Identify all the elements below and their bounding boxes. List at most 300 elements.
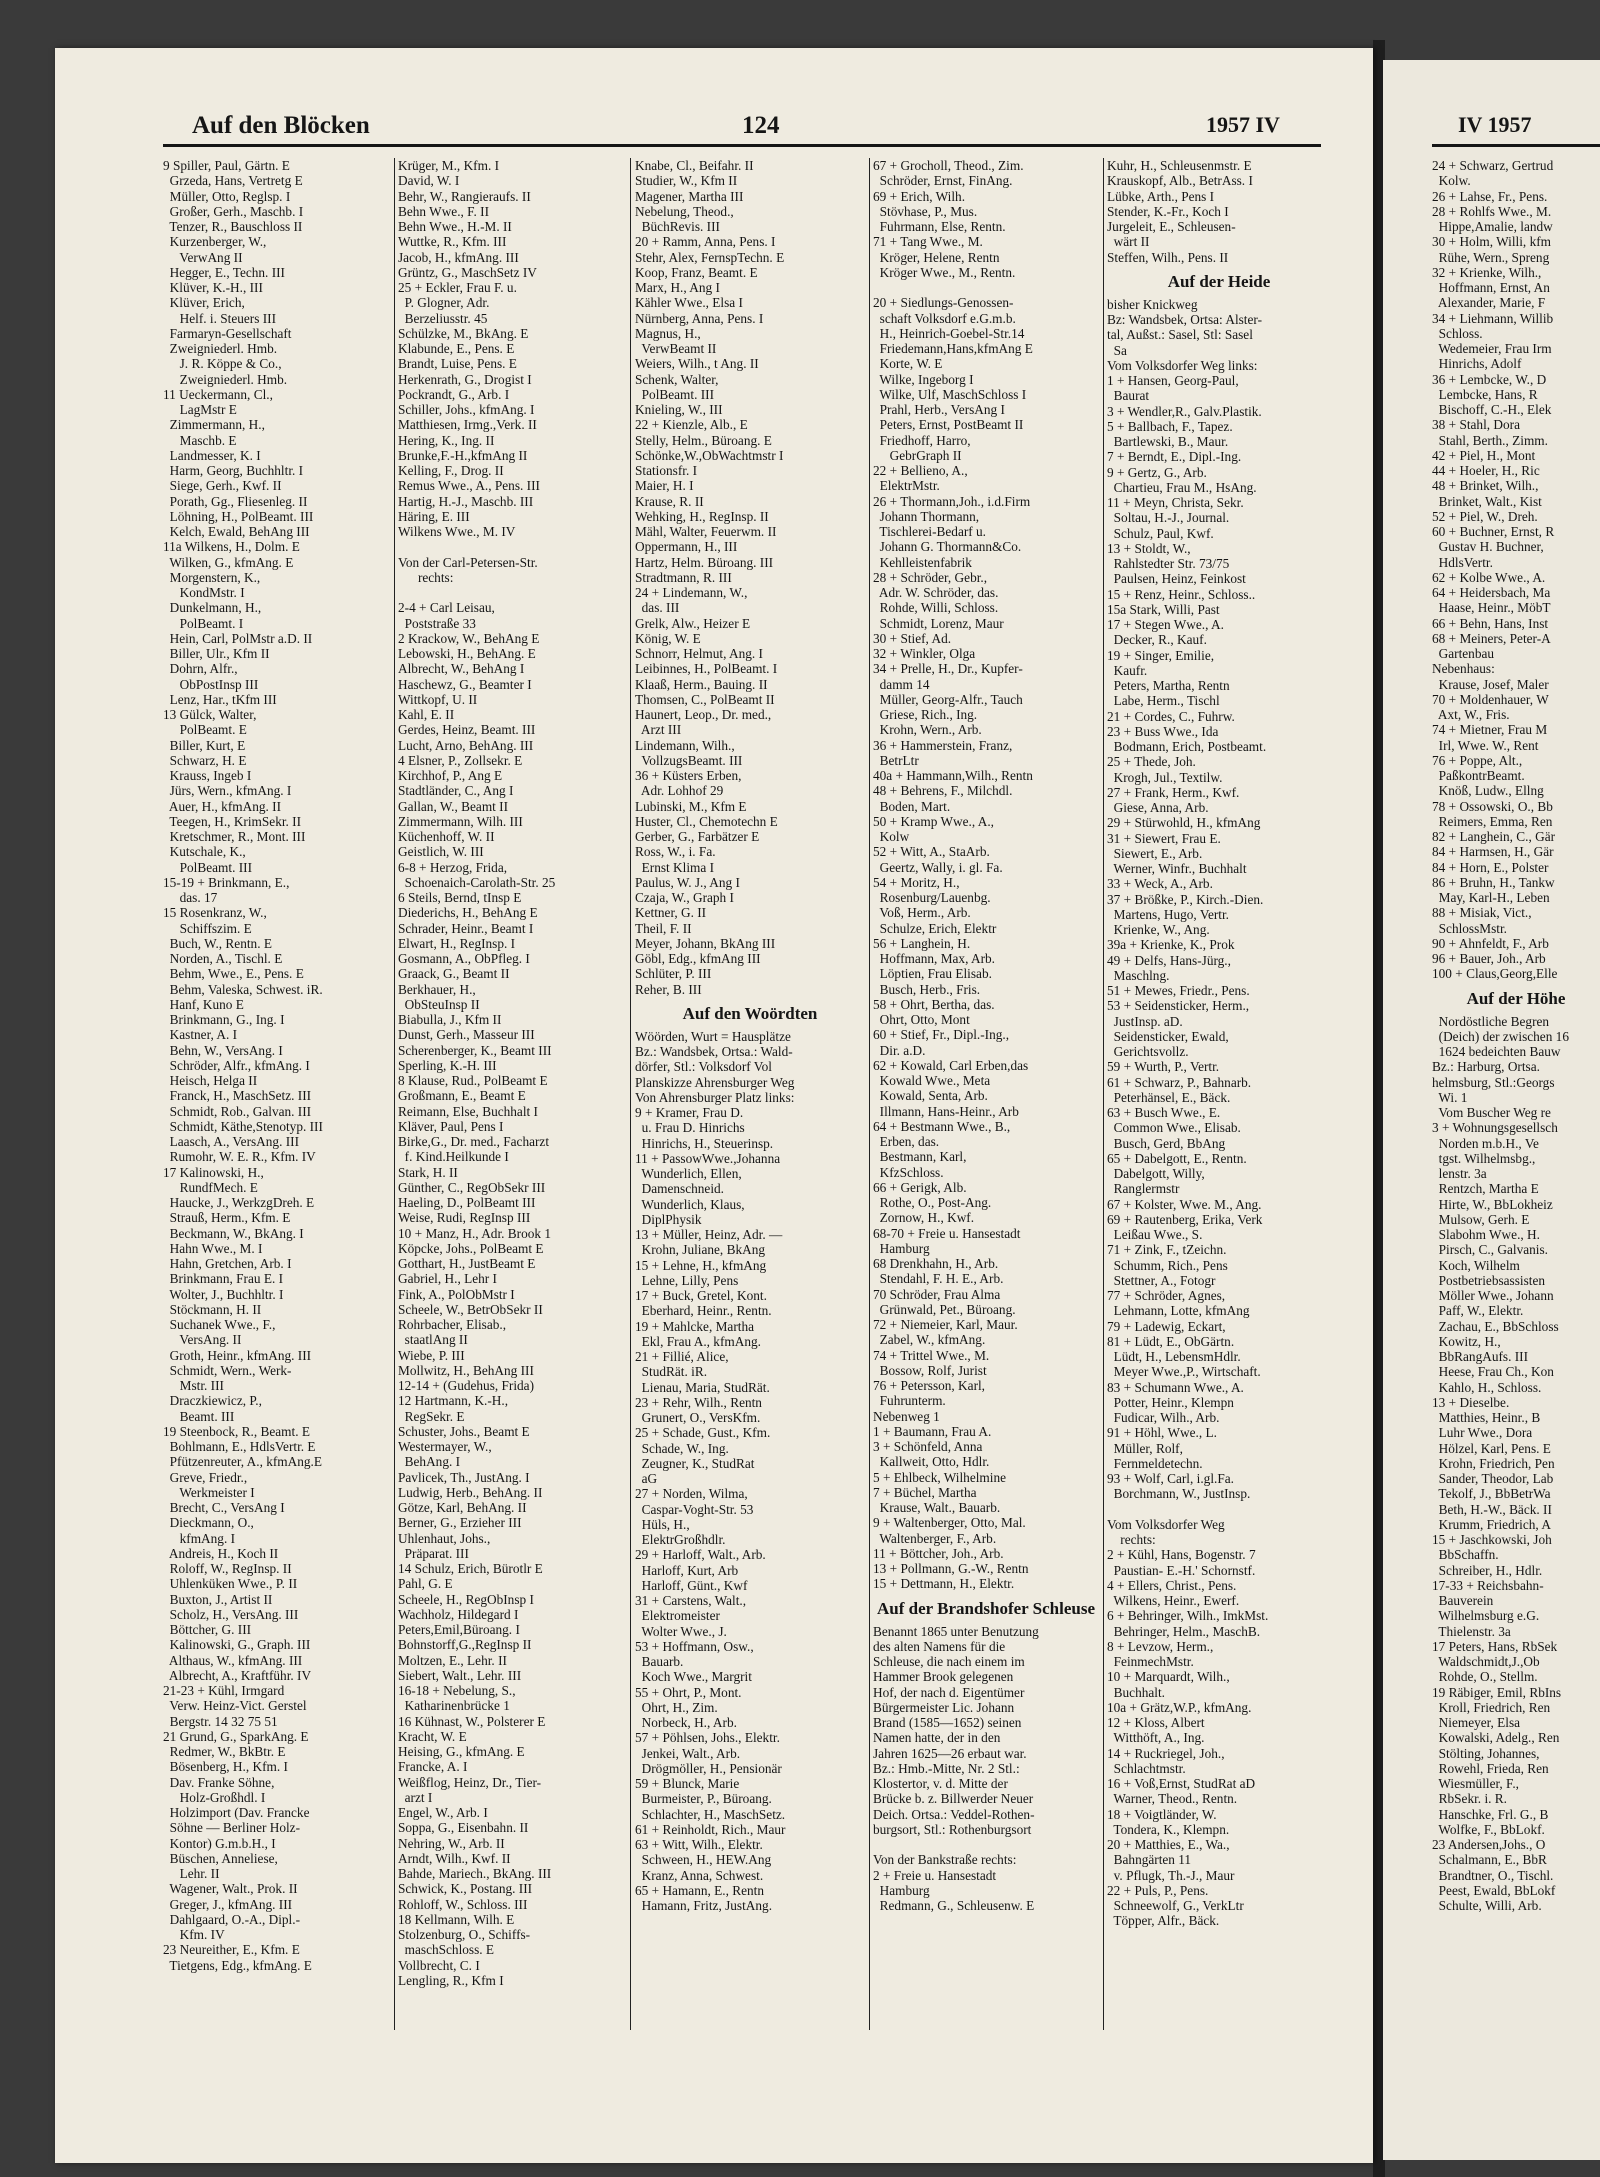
directory-line: Katharinenbrücke 1 — [398, 1698, 510, 1714]
directory-line: arzt I — [398, 1789, 433, 1805]
directory-line: Pavlicek, Th., JustAng. I — [398, 1469, 530, 1485]
directory-line: Gerdes, Heinz, Beamt. III — [398, 722, 536, 738]
directory-line: rechts: — [1107, 1532, 1156, 1547]
directory-line: Zornow, H., Kwf. — [873, 1210, 975, 1226]
directory-line: 19 + Singer, Emilie, — [1107, 647, 1215, 663]
directory-line: Bartlewski, B., Maur. — [1107, 434, 1229, 449]
directory-line: PaßkontrBeamt. — [1432, 768, 1525, 783]
directory-line: 58 + Ohrt, Bertha, das. — [873, 996, 995, 1012]
directory-line: Hahn, Gretchen, Arb. I — [163, 1256, 292, 1271]
directory-line: 1624 bedeichten Bauw — [1432, 1044, 1561, 1059]
directory-line: Gotthart, H., JustBeamt E — [398, 1256, 536, 1271]
directory-line: 91 + Höhl, Wwe., L. — [1107, 1425, 1217, 1441]
directory-line: Poststraße 33 — [398, 615, 476, 631]
directory-line: Kahl, E. II — [398, 707, 455, 722]
directory-line: Stelly, Helm., Büroang. E — [635, 432, 772, 448]
directory-line: Buchhalt. — [1107, 1684, 1165, 1700]
directory-line: Gustav H. Buchner, — [1432, 539, 1544, 555]
directory-line: 60 + Stief, Fr., Dipl.-Ing., — [873, 1027, 1010, 1043]
directory-line: 13 Gülck, Walter, — [163, 707, 257, 722]
directory-line: lenstr. 3a — [1432, 1166, 1487, 1181]
directory-line: Günther, C., RegObSekr III — [398, 1179, 546, 1195]
directory-line: Gerichtsvollz. — [1107, 1044, 1189, 1059]
directory-line: 25 + Eckler, Frau F. u. — [398, 280, 517, 295]
column-1 — [163, 158, 391, 2130]
directory-line: Bauverein — [1432, 1593, 1494, 1608]
directory-line: RbSekr. i. R. — [1432, 1791, 1507, 1807]
directory-line: Gabriel, H., Lehr I — [398, 1271, 497, 1287]
directory-line: Benannt 1865 unter Benutzung — [873, 1623, 1039, 1639]
directory-line: Lenz, Har., tKfm III — [163, 691, 277, 707]
directory-line: ElektrGroßhdlr. — [635, 1532, 726, 1547]
directory-line: Schloss. — [1432, 325, 1483, 341]
directory-line: Göbl, Edg., kfmAng III — [635, 951, 761, 966]
directory-line: Behn Wwe., H.-M. II — [398, 219, 512, 234]
directory-line: Soppa, G., Eisenbahn. II — [398, 1820, 529, 1836]
directory-line: Präparat. III — [398, 1545, 469, 1561]
directory-line: Lucht, Arno, BehAng. III — [398, 737, 534, 753]
directory-line: 6-8 + Herzog, Frida, — [398, 859, 508, 875]
directory-line: Schwick, K., Postang. III — [398, 1881, 533, 1897]
directory-line: 59 + Blunck, Marie — [635, 1776, 740, 1791]
directory-line: Oppermann, H., III — [635, 539, 738, 555]
directory-line: Hanschke, Frl. G., B — [1432, 1806, 1549, 1822]
directory-line: VersAng. II — [163, 1332, 242, 1348]
directory-line — [873, 1837, 1099, 1852]
directory-line: 19 Steenbock, R., Beamt. E — [163, 1423, 310, 1439]
directory-line: Johann G. Thormann&Co. — [873, 539, 1022, 555]
directory-line: 36 + Lembcke, W., D — [1432, 371, 1547, 387]
directory-line: Löhning, H., PolBeamt. III — [163, 508, 314, 524]
directory-line: 11a Wilkens, H., Dolm. E — [163, 539, 300, 555]
directory-line: FeinmechMstr. — [1107, 1654, 1194, 1669]
directory-line: 76 + Petersson, Karl, — [873, 1378, 986, 1393]
directory-line: 63 + Witt, Wilh., Elektr. — [635, 1837, 763, 1852]
directory-line: Berkhauer, H., — [398, 981, 476, 997]
directory-line: Krienke, W., Ang. — [1107, 922, 1210, 937]
directory-line: 11 Ueckermann, Cl., — [163, 386, 273, 402]
directory-line: 21 + Cordes, C., Fuhrw. — [1107, 708, 1235, 724]
directory-line: damm 14 — [873, 676, 930, 692]
year-and-volume: 1957 IV — [1206, 112, 1280, 137]
directory-line: Jacob, H., kfmAng. III — [398, 249, 519, 265]
directory-line: 54 + Moritz, H., — [873, 874, 960, 890]
directory-line: VerwAng II — [163, 249, 243, 265]
directory-line: aG — [635, 1471, 658, 1486]
directory-line — [398, 585, 626, 600]
directory-line: Krause, Walt., Bauarb. — [873, 1500, 1001, 1515]
directory-line: 66 + Behn, Hans, Inst — [1432, 615, 1549, 631]
directory-line: Behn, W., VersAng. I — [163, 1042, 283, 1058]
directory-line: Vom Volksdorfer Weg — [1107, 1516, 1225, 1532]
directory-line: 9 + Kramer, Frau D. — [635, 1105, 744, 1120]
directory-line: Stationsfr. I — [635, 463, 698, 478]
directory-line: 24 + Schwarz, Gertrud — [1432, 158, 1554, 173]
directory-line: Mollwitz, H., BehAng III — [398, 1362, 534, 1378]
directory-line: 20 + Ramm, Anna, Pens. I — [635, 234, 776, 250]
directory-line: 93 + Wolf, Carl, i.gl.Fa. — [1107, 1471, 1234, 1486]
directory-line: Wachholz, Hildegard I — [398, 1606, 519, 1622]
directory-line: 3 + Wohnungsgesellsch — [1432, 1120, 1558, 1136]
directory-line: 65 + Hamann, E., Rentn — [635, 1882, 764, 1898]
directory-line: Berzeliusstr. 45 — [398, 310, 488, 326]
directory-line: Common Wwe., Elisab. — [1107, 1120, 1241, 1136]
directory-line: Biabulla, J., Kfm II — [398, 1012, 502, 1027]
directory-line: Krohn, Friedrich, Pen — [1432, 1455, 1555, 1471]
directory-line: Wi. 1 — [1432, 1089, 1468, 1105]
directory-line: Beckmann, W., BkAng. I — [163, 1225, 304, 1241]
directory-line: 15a Stark, Willi, Past — [1107, 601, 1220, 617]
directory-line: Albrecht, A., Kraftführ. IV — [163, 1667, 312, 1683]
directory-line: 40a + Hammann,Wilh., Rentn — [873, 768, 1033, 783]
directory-line: 33 + Weck, A., Arb. — [1107, 876, 1213, 892]
directory-line: Hamann, Fritz, JustAng. — [635, 1898, 773, 1913]
directory-line: Fuhrmann, Else, Rentn. — [873, 219, 1006, 234]
directory-line: 13 + Stoldt, W., — [1107, 540, 1191, 556]
directory-line: tgst. Wilhelmsbg., — [1432, 1150, 1536, 1166]
directory-line: 53 + Seidensticker, Herm., — [1107, 998, 1250, 1014]
directory-line: v. Pflugk, Th.-J., Maur — [1107, 1867, 1235, 1883]
directory-line: Lehmann, Lotte, kfmAng — [1107, 1303, 1250, 1319]
directory-line: Lubinski, M., Kfm E — [635, 798, 747, 814]
directory-line: Moltzen, E., Lehr. II — [398, 1652, 507, 1668]
directory-line: Kaufr. — [1107, 662, 1148, 678]
directory-line: Schlachtmstr. — [1107, 1760, 1186, 1776]
directory-line: Ohrt, Otto, Mont — [873, 1012, 970, 1027]
directory-line: 36 + Hammerstein, Franz, — [873, 737, 1013, 753]
directory-line: 22 + Kienzle, Alb., E — [635, 417, 748, 433]
directory-line: Diederichs, H., BehAng E — [398, 905, 538, 921]
directory-line: Kelch, Ewald, BehAng III — [163, 524, 310, 539]
directory-line: Wiebe, P. III — [398, 1347, 465, 1363]
directory-line: 64 + Heidersbach, Ma — [1432, 585, 1551, 600]
directory-line: 55 + Ohrt, P., Mont. — [635, 1684, 742, 1700]
directory-line: Axt, W., Fris. — [1432, 707, 1510, 722]
directory-line: Rahlstedter Str. 73/75 — [1107, 556, 1230, 571]
directory-line: Rohde, O., Stellm. — [1432, 1669, 1538, 1685]
directory-line: PolBeamt. I — [163, 615, 244, 631]
directory-line: Hahn Wwe., M. I — [163, 1240, 263, 1256]
directory-line: Schleuse, die nach einem im — [873, 1654, 1025, 1669]
directory-line: Elwart, H., RegInsp. I — [398, 935, 516, 951]
directory-line: Brandt, Luise, Pens. E — [398, 356, 517, 372]
directory-line: 23 + Rehr, Wilh., Rentn — [635, 1394, 762, 1410]
directory-line: Greve, Friedr., — [163, 1469, 248, 1485]
directory-line: 60 + Buchner, Ernst, R — [1432, 524, 1555, 539]
directory-line: Krohn, Juliane, BkAng — [635, 1242, 766, 1258]
directory-line: Wilkens Wwe., M. IV — [398, 524, 516, 539]
directory-line: Nebelung, Theod., — [635, 203, 734, 219]
directory-line: Weise, Rudi, RegInsp III — [398, 1210, 531, 1226]
directory-line: 84 + Horn, E., Polster — [1432, 859, 1549, 875]
directory-line — [1107, 1502, 1331, 1517]
directory-line: Witthöft, A., Ing. — [1107, 1730, 1205, 1746]
directory-line: Gartenbau — [1432, 646, 1495, 661]
directory-line: Albrecht, W., BehAng I — [398, 661, 525, 677]
directory-line: Arndt, Wilh., Kwf. II — [398, 1850, 511, 1866]
directory-line: 16 + Voß,Ernst, StudRat aD — [1107, 1776, 1256, 1791]
directory-line: Kroll, Friedrich, Ren — [1432, 1699, 1551, 1715]
directory-line: Schiffszim. E — [163, 920, 252, 936]
directory-line: Berner, G., Erzieher III — [398, 1515, 522, 1531]
directory-line: Boden, Mart. — [873, 798, 951, 814]
directory-line: Kläver, Paul, Pens I — [398, 1118, 504, 1134]
directory-line: Norden m.b.H., Ve — [1432, 1135, 1539, 1151]
directory-line: RundfMech. E — [163, 1179, 258, 1195]
directory-line: Lindemann, Wilh., — [635, 737, 735, 753]
directory-line: Bz: Wandsbek, Ortsa: Alster- — [1107, 312, 1262, 327]
directory-line: Morgenstern, K., — [163, 569, 261, 585]
directory-line: Zimmermann, Wilh. III — [398, 813, 523, 829]
directory-line: 9 + Waltenberger, Otto, Mal. — [873, 1515, 1026, 1531]
directory-line: Geertz, Wally, i. gl. Fa. — [873, 859, 1003, 875]
directory-line: Wunderlich, Klaus, — [635, 1196, 745, 1212]
directory-line: Zimmermann, H., — [163, 417, 265, 433]
directory-line: Behr, W., Rangieraufs. II — [398, 188, 531, 204]
directory-line: Haschewz, G., Beamter I — [398, 676, 532, 692]
directory-line: Bz.: Wandsbek, Ortsa.: Wald- — [635, 1044, 793, 1059]
directory-line: Fink, A., PolObMstr I — [398, 1286, 515, 1302]
directory-line: Hippe,Amalie, landw — [1432, 219, 1553, 234]
directory-line: David, W. I — [398, 173, 460, 189]
directory-line: 21-23 + Kühl, Irmgard — [163, 1683, 285, 1698]
column-6 — [1432, 158, 1600, 2130]
directory-line: Knöß, Ludw., Ellng — [1432, 783, 1544, 799]
directory-line: Peters, Ernst, PostBeamt II — [873, 417, 1024, 433]
directory-line: Wolfke, F., BbLokf. — [1432, 1821, 1545, 1837]
directory-line: Harm, Georg, Buchhltr. I — [163, 463, 304, 478]
directory-line: Rowehl, Frieda, Ren — [1432, 1760, 1549, 1776]
directory-line: ObPostInsp III — [163, 676, 259, 692]
directory-line: Francke, A. I — [398, 1759, 468, 1775]
directory-line: Franck, H., MaschSetz. III — [163, 1088, 312, 1104]
directory-line: 42 + Piel, H., Mont — [1432, 447, 1536, 463]
directory-line: 64 + Bestmann Wwe., B., — [873, 1118, 1011, 1134]
directory-line: 1 + Baumann, Frau A. — [873, 1423, 992, 1439]
directory-line: Fernmeldetechn. — [1107, 1455, 1203, 1471]
directory-line: 9 + Gertz, G., Arb. — [1107, 464, 1207, 480]
directory-line: 11 + PassowWwe.,Johanna — [635, 1150, 781, 1166]
directory-line: Kowitz, H., — [1432, 1333, 1501, 1349]
directory-line: 49 + Delfs, Hans-Jürg., — [1107, 952, 1231, 968]
directory-line: Jenkei, Walt., Arb. — [635, 1745, 741, 1761]
directory-line: 11 + Böttcher, Joh., Arb. — [873, 1545, 1004, 1561]
directory-line: HdlsVertr. — [1432, 554, 1493, 570]
directory-line: Lienau, Maria, StudRät. — [635, 1379, 770, 1395]
directory-line: Zweigniederl. Hmb. — [163, 341, 278, 356]
directory-line: Thomsen, C., PolBeamt II — [635, 691, 775, 707]
directory-line: 90 + Ahnfeldt, F., Arb — [1432, 935, 1549, 951]
directory-line: 8 + Levzow, Herm., — [1107, 1638, 1214, 1654]
directory-line: 2 + Kühl, Hans, Bogenstr. 7 — [1107, 1547, 1256, 1563]
directory-line: Wiesmüller, F., — [1432, 1776, 1520, 1791]
directory-line: 71 + Zink, F., tZeichn. — [1107, 1242, 1227, 1258]
directory-line: Baurat — [1107, 388, 1150, 404]
directory-line: Kfm. IV — [163, 1927, 225, 1942]
directory-line: Jürs, Wern., kfmAng. I — [163, 783, 292, 799]
directory-line: Brecht, C., VersAng I — [163, 1500, 285, 1515]
running-head-right: IV 1957 — [1458, 112, 1532, 137]
section-heading: Auf der Heide — [1167, 271, 1271, 291]
directory-line: Siege, Gerh., Kwf. II — [163, 478, 282, 494]
directory-line: 48 + Behrens, F., Milchdl. — [873, 783, 1013, 799]
directory-line: (Deich) der zwischen 16 — [1432, 1028, 1569, 1044]
directory-line: Bischoff, C.-H., Elek — [1432, 402, 1552, 417]
directory-line: Von der Carl-Petersen-Str. — [398, 554, 538, 570]
directory-line: 52 + Witt, A., StaArb. — [873, 844, 990, 860]
directory-line: 10 + Marquardt, Wilh., — [1107, 1669, 1230, 1685]
directory-line: 78 + Ossowski, O., Bb — [1432, 798, 1553, 814]
directory-line: u. Frau D. Hinrichs — [635, 1120, 745, 1136]
directory-line: 69 + Rautenberg, Erika, Verk — [1107, 1211, 1263, 1227]
directory-line: 12-14 + (Gudehus, Frida) — [398, 1378, 535, 1393]
directory-line: Stradtmann, R. III — [635, 569, 732, 585]
directory-line: bisher Knickweg — [1107, 296, 1198, 312]
directory-line: Pirsch, C., Galvanis. — [1432, 1242, 1548, 1258]
directory-line: Nehring, W., Arb. II — [398, 1835, 505, 1851]
directory-line: Bz.: Hmb.-Mitte, Nr. 2 Stl.: — [873, 1760, 1020, 1776]
directory-line: Grünwald, Pet., Büroang. — [873, 1301, 1016, 1317]
directory-line: 19 Räbiger, Emil, RbIns — [1432, 1684, 1562, 1700]
directory-line: Haunert, Leop., Dr. med., — [635, 707, 772, 722]
directory-line: Luhr Wwe., Dora — [1432, 1425, 1533, 1441]
directory-line: 74 + Trittel Wwe., M. — [873, 1347, 990, 1363]
directory-line: Tenzer, R., Bauschloss II — [163, 219, 303, 234]
directory-line: schaft Volksdorf e.G.m.b. — [873, 310, 1016, 326]
directory-line: 68-70 + Freie u. Hansestadt — [873, 1225, 1021, 1241]
directory-line: Herkenrath, G., Drogist I — [398, 371, 532, 387]
directory-line: JustInsp. aD. — [1107, 1013, 1183, 1029]
directory-line: Harloff, Kurt, Arb — [635, 1562, 739, 1578]
directory-line: Wuttke, R., Kfm. III — [398, 234, 507, 250]
directory-line: Hoffmann, Max, Arb. — [873, 951, 995, 966]
directory-line: Hein, Carl, PolMstr a.D. II — [163, 630, 313, 646]
directory-line: Biller, Kurt, E — [163, 737, 246, 753]
directory-line: Erben, das. — [873, 1134, 940, 1149]
directory-line: Bz.: Harburg, Ortsa. — [1432, 1059, 1540, 1075]
directory-line: Söhne — Berliner Holz- — [163, 1820, 301, 1836]
directory-line: Dunkelmann, H., — [163, 600, 262, 616]
directory-line: 31 + Siewert, Frau E. — [1107, 830, 1221, 846]
directory-line: Jahren 1625—26 erbaut war. — [873, 1745, 1027, 1761]
directory-line: Redmann, G., Schleusenw. E — [873, 1898, 1035, 1913]
directory-line: Wilkens, Heinr., Ewerf. — [1107, 1593, 1240, 1608]
directory-line: Meyer Wwe.,P., Wirtschaft. — [1107, 1364, 1261, 1380]
directory-line: Magnus, H., — [635, 325, 701, 341]
directory-line: Rentzch, Martha E — [1432, 1181, 1539, 1197]
directory-line: Grunert, O., VersKfm. — [635, 1410, 761, 1425]
directory-line: BetrLtr — [873, 752, 919, 768]
directory-line: 74 + Mietner, Frau M — [1432, 722, 1548, 738]
directory-line: 7 + Berndt, E., Dipl.-Ing. — [1107, 449, 1242, 465]
directory-line: 6 Steils, Bernd, tInsp E — [398, 890, 522, 905]
directory-line: 18 + Voigtländer, W. — [1107, 1806, 1217, 1822]
directory-line: Krüger, M., Kfm. I — [398, 158, 500, 173]
directory-line: Schrader, Heinr., Beamt I — [398, 920, 534, 936]
directory-line: 5 + Ballbach, F., Tapez. — [1107, 418, 1233, 434]
directory-line: Ludwig, Herb., BehAng. II — [398, 1484, 543, 1500]
directory-line: Schulze, Erich, Elektr — [873, 920, 997, 936]
directory-line — [398, 539, 626, 554]
directory-line: Lengling, R., Kfm I — [398, 1972, 504, 1988]
directory-line: Stolzenburg, O., Schiffs- — [398, 1927, 531, 1942]
directory-line: Elektromeister — [635, 1608, 720, 1624]
directory-line: H., Heinrich-Goebel-Str.14 — [873, 325, 1025, 341]
directory-line: Heisch, Helga II — [163, 1073, 258, 1088]
directory-line: Mulsow, Gerh. E — [1432, 1211, 1530, 1227]
column-2 — [398, 158, 626, 2130]
directory-line: Soltau, H.-J., Journal. — [1107, 510, 1230, 526]
directory-line — [873, 280, 1099, 295]
directory-line: Niemeyer, Elsa — [1432, 1715, 1521, 1730]
directory-line: Scholz, H., VersAng. III — [163, 1606, 299, 1622]
directory-line: Haucke, J., WerkzgDreh. E — [163, 1195, 315, 1210]
directory-line: 15 Rosenkranz, W., — [163, 905, 267, 921]
directory-line: Theil, F. II — [635, 920, 692, 936]
directory-line: Schnorr, Helmut, Ang. I — [635, 646, 763, 661]
directory-line: Böttcher, G. III — [163, 1622, 252, 1637]
directory-line: Kahlo, H., Schloss. — [1432, 1379, 1542, 1395]
directory-line: Studier, W., Kfm II — [635, 173, 738, 189]
directory-line: RegSekr. E — [398, 1408, 465, 1424]
directory-line: Nordöstliche Begren — [1432, 1013, 1550, 1029]
directory-line: 13 + Dieselbe. — [1432, 1394, 1510, 1410]
directory-line: 30 + Holm, Willi, kfm — [1432, 234, 1552, 250]
directory-line: Westermayer, W., — [398, 1439, 492, 1454]
directory-line: Lehr. II — [163, 1866, 220, 1881]
directory-line: Rohde, Willi, Schloss. — [873, 600, 999, 616]
directory-line: Drögmöller, H., Pensionär — [635, 1760, 782, 1776]
directory-line: Adr. Lohhof 29 — [635, 783, 724, 799]
directory-line: des alten Namens für die — [873, 1638, 1006, 1654]
directory-line: Roloff, W., RegInsp. II — [163, 1561, 292, 1576]
directory-line: Koop, Franz, Beamt. E — [635, 264, 758, 280]
directory-line: Giese, Anna, Arb. — [1107, 800, 1209, 815]
directory-line: Tischlerei-Bedarf u. — [873, 524, 987, 539]
directory-line: Ross, W., i. Fa. — [635, 844, 716, 860]
directory-line: Lüdt, H., LebensmHdlr. — [1107, 1349, 1241, 1364]
directory-line: Planskizze Ahrensburger Weg — [635, 1074, 795, 1090]
directory-line: Tietgens, Edg., kfmAng. E — [163, 1957, 312, 1973]
directory-line: 3 + Schönfeld, Anna — [873, 1439, 983, 1454]
directory-line: Buxton, J., Artist II — [163, 1591, 273, 1607]
directory-line: 6 + Behringer, Wilh., ImkMst. — [1107, 1608, 1269, 1624]
directory-line: Zabel, W., kfmAng. — [873, 1332, 986, 1348]
directory-line: Hammer Brook gelegenen — [873, 1669, 1014, 1685]
directory-line: Magener, Martha III — [635, 188, 744, 204]
section-heading: Auf den Woördten — [682, 1003, 818, 1023]
directory-line: Uhlenhaut, Johs., — [398, 1530, 491, 1546]
directory-line: burgsort, Stl.: Rothenburgsort — [873, 1821, 1032, 1837]
directory-line: Hegger, E., Techn. III — [163, 264, 285, 280]
directory-line: Kalinowski, G., Graph. III — [163, 1637, 311, 1653]
directory-line: Wöörden, Wurt = Hausplätze — [635, 1028, 791, 1044]
directory-line: Wilke, Ulf, MaschSchloss I — [873, 386, 1027, 402]
directory-line: Sa — [1107, 342, 1127, 358]
directory-line: Stöckmann, H. II — [163, 1301, 262, 1317]
directory-line: Gallan, W., Beamt II — [398, 798, 509, 814]
directory-line: 66 + Gerigk, Alb. — [873, 1179, 967, 1195]
directory-line: Namen hatte, der in den — [873, 1730, 1001, 1746]
directory-line: Zachau, E., BbSchloss — [1432, 1318, 1559, 1334]
directory-line: Adr. W. Schröder, das. — [873, 585, 999, 600]
directory-line: Leißau Wwe., S. — [1107, 1227, 1203, 1242]
directory-line: 96 + Bauer, Joh., Arb — [1432, 951, 1546, 966]
directory-line: 15 + Jaschkowski, Joh — [1432, 1532, 1552, 1547]
directory-line: Scheele, H., RegObInsp I — [398, 1591, 534, 1607]
directory-line: Bestmann, Karl, — [873, 1149, 967, 1165]
directory-line: Koch Wwe., Margrit — [635, 1669, 752, 1685]
